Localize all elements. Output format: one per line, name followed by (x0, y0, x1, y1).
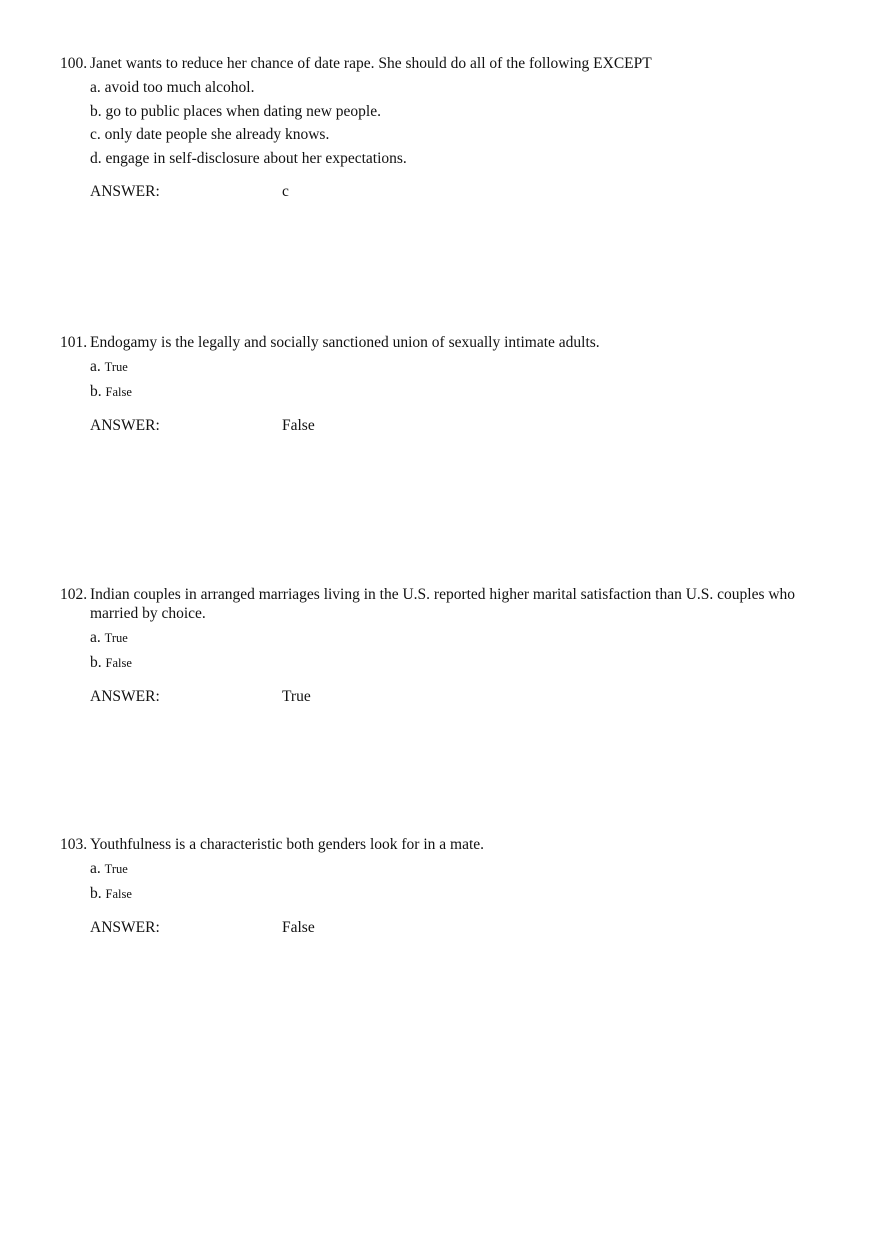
answer-value: False (282, 417, 315, 434)
option-a (90, 355, 820, 380)
answer-label: ANSWER: (90, 919, 160, 936)
question-100 (60, 54, 820, 201)
option-letter: a. (90, 629, 101, 646)
question-text: Janet wants to reduce her chance of date rape. She should do all of the following EXCEPT (90, 55, 652, 72)
option-b (90, 651, 820, 676)
option-text: engage in self-disclosure about her expectations. (105, 149, 407, 167)
option-letter: b. (90, 382, 102, 400)
options-list (90, 355, 820, 404)
answer-value: c (282, 183, 289, 200)
option-text: only date people she already knows. (104, 126, 330, 143)
answer-label: ANSWER: (90, 688, 160, 705)
option-text: False (105, 655, 132, 670)
question-stem (60, 54, 820, 73)
question-number: 102. (60, 586, 88, 603)
option-text: False (105, 886, 132, 901)
option-letter: a. (90, 79, 101, 96)
answer-row (90, 918, 820, 937)
option-c (90, 123, 820, 147)
question-102 (60, 585, 820, 706)
options-list (90, 626, 820, 675)
answer-row (90, 687, 820, 706)
option-text: True (104, 862, 128, 876)
question-101 (60, 333, 820, 435)
question-number: 101. (60, 334, 88, 351)
answer-row (90, 416, 820, 435)
option-text: False (105, 384, 132, 399)
answer-value: True (282, 688, 311, 705)
option-text: go to public places when dating new people. (105, 102, 381, 120)
option-letter: b. (90, 102, 102, 120)
option-a (90, 76, 820, 100)
question-number: 103. (60, 836, 88, 853)
option-letter: d. (90, 149, 102, 167)
options-list (90, 857, 820, 906)
answer-label: ANSWER: (90, 417, 160, 434)
option-a (90, 626, 820, 651)
question-stem (60, 333, 820, 352)
option-letter: a. (90, 860, 101, 877)
option-letter: a. (90, 358, 101, 375)
option-letter: b. (90, 653, 102, 671)
question-text: Youthfulness is a characteristic both genders look for in a mate. (90, 836, 485, 853)
question-text: Endogamy is the legally and socially sanctioned union of sexually intimate adults. (90, 334, 600, 351)
question-stem (60, 835, 820, 854)
option-letter: c. (90, 126, 101, 143)
option-b (90, 882, 820, 907)
answer-label: ANSWER: (90, 183, 160, 200)
option-a (90, 857, 820, 882)
option-b (90, 380, 820, 405)
answer-row (90, 182, 820, 201)
question-number: 100. (60, 55, 88, 72)
option-b (90, 100, 820, 124)
option-letter: b. (90, 884, 102, 902)
question-stem (60, 585, 820, 623)
question-103 (60, 835, 820, 937)
option-d (90, 147, 820, 171)
option-text: True (104, 360, 128, 374)
answer-value: False (282, 919, 315, 936)
option-text: True (104, 631, 128, 645)
options-list (90, 76, 820, 170)
question-text: Indian couples in arranged marriages living in the U.S. reported higher marital satisfaction than U.S. couples who married by choice. (90, 586, 796, 622)
option-text: avoid too much alcohol. (104, 79, 255, 96)
